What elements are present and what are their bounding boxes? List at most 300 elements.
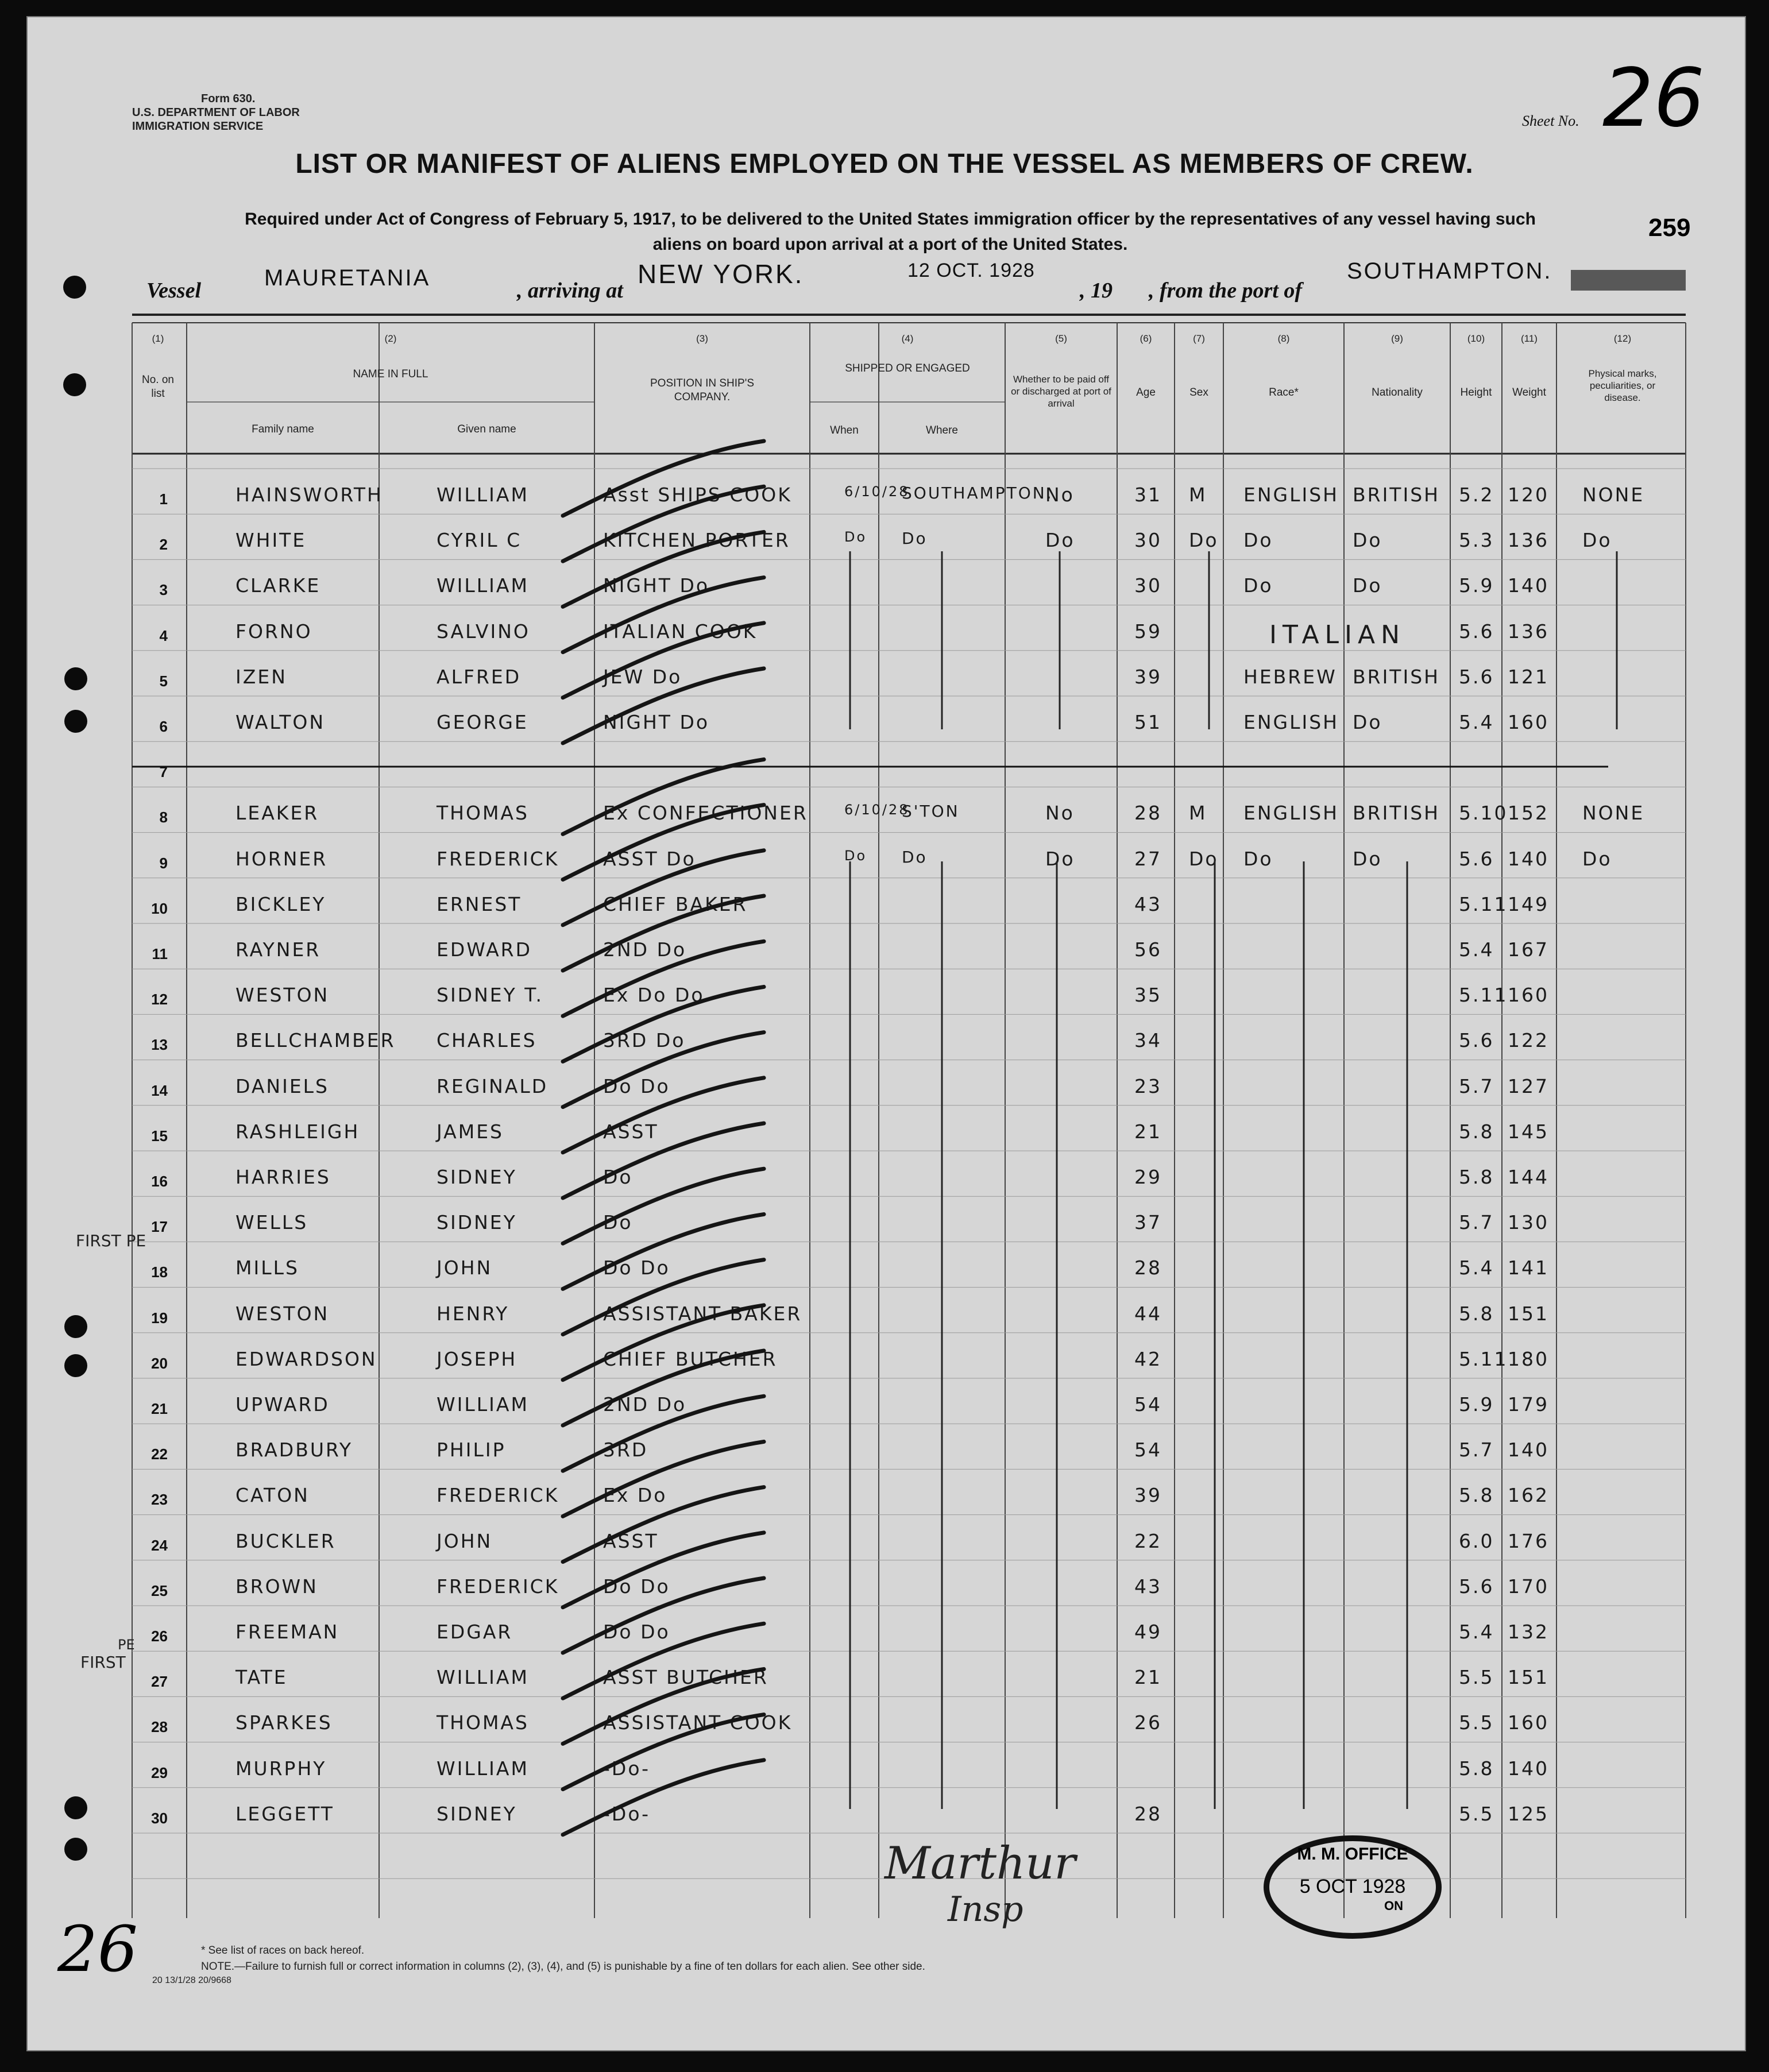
age-cell: 30 (1134, 574, 1162, 597)
strike-line (563, 532, 764, 606)
position-cell: NIGHT Do (603, 711, 710, 733)
given-name-cell: EDWARD (437, 938, 532, 961)
position-cell: NIGHT Do (603, 574, 710, 597)
strike-line (563, 1669, 764, 1744)
given-name-cell: CYRIL C (437, 529, 522, 552)
sheet-number-label: Sheet No. (1522, 113, 1579, 129)
row-number: 4 (159, 627, 168, 644)
arrival-date: 12 OCT. 1928 (907, 260, 1035, 281)
row-number: 11 (152, 945, 168, 962)
family-name-cell: BROWN (235, 1575, 318, 1598)
nationality-cell: BRITISH (1353, 484, 1440, 506)
height-cell: 5.4 (1459, 1621, 1494, 1643)
family-name-cell: HORNER (235, 847, 328, 870)
given-name-cell: CHARLES (437, 1029, 537, 1052)
height-cell: 5.7 (1459, 1074, 1494, 1097)
weight-cell: 136 (1508, 620, 1549, 643)
row-number: 2 (159, 536, 168, 554)
family-name-cell: BICKLEY (235, 892, 326, 915)
given-name-cell: GEORGE (437, 711, 528, 733)
height-cell: 5.6 (1459, 1575, 1494, 1598)
row-number: 16 (151, 1173, 168, 1190)
position-cell: ASST BUTCHER (603, 1666, 768, 1689)
height-cell: 6.0 (1459, 1529, 1494, 1552)
sex-cell: Do (1189, 847, 1219, 870)
col-header-name: NAME IN FULL (353, 368, 428, 380)
col-num-6: (6) (1140, 333, 1152, 344)
weight-cell: 162 (1508, 1484, 1549, 1507)
col-header-weight: Weight (1512, 386, 1546, 399)
family-name-cell: DANIELS (235, 1074, 330, 1097)
age-cell: 43 (1134, 892, 1162, 915)
strike-line (563, 1305, 764, 1380)
family-name-cell: CLARKE (235, 574, 321, 597)
col-header-where: Where (926, 424, 958, 436)
strike-line (563, 441, 764, 516)
stamp-office-text: M. M. OFFICE (1297, 1845, 1408, 1864)
page-number-handwritten: 26 (57, 1912, 138, 1986)
weight-cell: 136 (1508, 529, 1549, 552)
family-name-cell: RASHLEIGH (235, 1120, 360, 1143)
given-name-cell: PHILIP (437, 1439, 506, 1462)
row-number: 3 (159, 581, 168, 599)
row-number: 12 (151, 991, 168, 1008)
position-cell: Do Do (603, 1575, 670, 1598)
weight-cell: 160 (1508, 1711, 1549, 1734)
weight-cell: 144 (1508, 1166, 1549, 1188)
position-cell: -Do- (603, 1757, 651, 1780)
family-name-cell: EDWARDSON (235, 1347, 377, 1370)
weight-cell: 167 (1508, 938, 1549, 961)
form-number: Form 630. (201, 92, 256, 105)
given-name-cell: WILLIAM (437, 574, 529, 597)
arriving-port: NEW YORK. (638, 259, 804, 289)
position-cell: KITCHEN PORTER (603, 529, 790, 552)
vessel-label: Vessel (146, 279, 201, 303)
strike-line (563, 896, 764, 971)
shipped-where-cell: S'TON (902, 802, 960, 821)
family-name-cell: BRADBURY (235, 1439, 353, 1462)
col-header-given-name: Given name (457, 423, 516, 435)
nationality-cell: BRITISH (1353, 802, 1440, 825)
given-name-cell: EDGAR (437, 1621, 513, 1643)
age-cell: 49 (1134, 1621, 1162, 1643)
print-code: 20 13/1/28 20/9668 (152, 1976, 231, 1985)
age-cell: 37 (1134, 1211, 1162, 1234)
weight-cell: 160 (1508, 984, 1549, 1007)
position-cell: Ex Do Do (603, 984, 705, 1007)
position-cell: Do Do (603, 1621, 670, 1643)
col-num-12: (12) (1613, 333, 1632, 344)
col-num-1: (1) (152, 333, 164, 344)
race-cell: ENGLISH (1243, 711, 1339, 733)
sex-cell: Do (1189, 529, 1219, 552)
paid-off-cell: Do (1045, 529, 1075, 552)
paid-off-cell: No (1045, 802, 1075, 825)
shipped-where-cell: Do (902, 529, 928, 548)
given-name-cell: SIDNEY (437, 1166, 517, 1188)
race-cell: ENGLISH (1243, 802, 1339, 825)
age-cell: 23 (1134, 1074, 1162, 1097)
row-number: 22 (151, 1445, 168, 1463)
row-number: 10 (151, 899, 168, 917)
page-title: LIST OR MANIFEST OF ALIENS EMPLOYED ON THE VESSEL AS MEMBERS OF CREW. (295, 149, 1474, 179)
height-cell: 5.8 (1459, 1757, 1494, 1780)
col-header-physical-marks: Physical marks, peculiarities, or disease. (1588, 368, 1657, 403)
strike-line (563, 665, 764, 743)
race-cell: ENGLISH (1243, 484, 1339, 506)
margin-note-pe: PE (118, 1637, 135, 1653)
age-cell: 59 (1134, 620, 1162, 643)
height-cell: 5.4 (1459, 938, 1494, 961)
age-cell: 42 (1134, 1347, 1162, 1370)
service-name: IMMIGRATION SERVICE (132, 120, 264, 133)
col-num-11: (11) (1521, 333, 1538, 344)
given-name-cell: THOMAS (437, 802, 529, 825)
nationality-cell: Do (1353, 847, 1382, 870)
from-port-label: , from the port of (1149, 279, 1303, 303)
position-cell: Asst SHIPS COOK (603, 484, 792, 506)
given-name-cell: FREDERICK (437, 847, 559, 870)
family-name-cell: LEGGETT (235, 1802, 334, 1825)
col-header-paid-off: Whether to be paid off or discharged at port of arrival (1011, 374, 1111, 409)
given-name-cell: JOSEPH (437, 1347, 517, 1370)
height-cell: 5.11 (1459, 984, 1508, 1007)
family-name-cell: WHITE (235, 529, 307, 552)
age-cell: 22 (1134, 1529, 1162, 1552)
family-name-cell: CATON (235, 1484, 310, 1507)
col-header-age: Age (1136, 386, 1156, 399)
nationality-cell: Do (1353, 574, 1382, 597)
row-number: 15 (151, 1127, 168, 1145)
strike-line (563, 1533, 764, 1607)
shipped-when-cell: 6/10/28 (844, 484, 910, 500)
sheet-number-handwritten: 26 (1602, 52, 1705, 145)
row-number: 7 (159, 763, 168, 781)
position-cell: JEW Do (603, 665, 682, 688)
row-number: 17 (151, 1218, 168, 1236)
position-cell: 3RD (603, 1439, 648, 1462)
row-number: 14 (151, 1081, 168, 1099)
stamp-date: 5 OCT 1928 (1299, 1876, 1406, 1897)
shipped-when-cell: 6/10/28 (844, 802, 910, 818)
height-cell: 5.2 (1459, 484, 1494, 506)
strike-line (563, 1260, 764, 1335)
weight-cell: 179 (1508, 1393, 1549, 1416)
col-header-height: Height (1460, 386, 1492, 399)
row-number: 27 (151, 1673, 168, 1691)
col-header-no-on-list: No. on list (142, 374, 174, 400)
col-header-family-name: Family name (252, 423, 314, 435)
strike-line (563, 486, 764, 561)
height-cell: 5.6 (1459, 847, 1494, 870)
weight-cell: 121 (1508, 665, 1549, 688)
strike-line (563, 941, 764, 1016)
family-name-cell: HARRIES (235, 1166, 331, 1188)
position-cell: CHIEF BAKER (603, 892, 748, 915)
margin-note-first-pe: FIRST PE (76, 1231, 146, 1250)
height-cell: 5.5 (1459, 1802, 1494, 1825)
vessel-name: MAURETANIA (264, 265, 431, 291)
position-cell: Do Do (603, 1257, 670, 1279)
row-number: 5 (159, 672, 168, 690)
strike-line (563, 1214, 764, 1289)
row-number: 28 (151, 1718, 168, 1736)
strike-line (563, 987, 764, 1061)
weight-cell: 140 (1508, 1757, 1549, 1780)
height-cell: 5.4 (1459, 711, 1494, 733)
row-number: 24 (151, 1536, 168, 1554)
family-name-cell: WELLS (235, 1211, 308, 1234)
nationality-cell: Do (1353, 529, 1382, 552)
position-cell: ITALIAN COOK (603, 620, 758, 643)
age-cell: 56 (1134, 938, 1162, 961)
col-num-5: (5) (1055, 333, 1067, 344)
weight-cell: 145 (1508, 1120, 1549, 1143)
family-name-cell: WALTON (235, 711, 326, 733)
position-cell: 3RD Do (603, 1029, 686, 1052)
strike-line (563, 1033, 764, 1107)
strike-line (563, 1351, 764, 1425)
race-cell: HEBREW (1243, 665, 1337, 688)
shipped-where-cell: SOUTHAMPTON. (902, 484, 1053, 502)
height-cell: 5.6 (1459, 620, 1494, 643)
given-name-cell: SIDNEY T. (437, 984, 544, 1007)
family-name-cell: IZEN (235, 665, 287, 688)
family-name-cell: MILLS (235, 1257, 299, 1279)
weight-cell: 151 (1508, 1302, 1549, 1325)
strike-line (563, 1760, 764, 1835)
age-cell: 54 (1134, 1439, 1162, 1462)
subtitle-line-2: aliens on board upon arrival at a port of the United States. (652, 235, 1128, 254)
weight-cell: 151 (1508, 1666, 1549, 1689)
age-cell: 26 (1134, 1711, 1162, 1734)
age-cell: 28 (1134, 1257, 1162, 1279)
age-cell: 31 (1134, 484, 1162, 506)
row-number: 9 (159, 854, 168, 872)
weight-cell: 141 (1508, 1257, 1549, 1279)
family-name-cell: BUCKLER (235, 1529, 336, 1552)
position-cell: ASSISTANT BAKER (603, 1302, 802, 1325)
row-number: 21 (151, 1400, 168, 1417)
row-number: 26 (151, 1628, 168, 1645)
col-header-nationality: Nationality (1372, 386, 1423, 399)
row-number: 29 (151, 1764, 168, 1781)
race-cell: Do (1243, 574, 1273, 597)
row-number: 20 (151, 1354, 168, 1372)
family-name-cell: FORNO (235, 620, 312, 643)
given-name-cell: SALVINO (437, 620, 530, 643)
position-cell: -Do- (603, 1802, 651, 1825)
margin-note-first: FIRST (80, 1653, 126, 1672)
height-cell: 5.8 (1459, 1302, 1494, 1325)
row-number: 6 (159, 718, 168, 735)
given-name-cell: REGINALD (437, 1074, 549, 1097)
penalty-note: NOTE.—Failure to furnish full or correct information in columns (2), (3), (4), and (5) is punishable by a fine of ten dollars for each alien. See other side. (201, 1961, 925, 1973)
height-cell: 5.10 (1459, 802, 1508, 825)
year-label: , 19 (1080, 279, 1113, 303)
col-header-when: When (830, 424, 859, 436)
col-num-2: (2) (384, 333, 397, 344)
given-name-cell: SIDNEY (437, 1802, 517, 1825)
shipped-when-cell: Do (844, 847, 867, 864)
given-name-cell: FREDERICK (437, 1484, 559, 1507)
subtitle-line-1: Required under Act of Congress of February 5, 1917, to be delivered to the United States immigration officer by the representatives of any vessel having such (245, 210, 1536, 229)
col-header-shipped: SHIPPED OR ENGAGED (845, 362, 970, 374)
position-cell: Do (603, 1166, 633, 1188)
weight-cell: 152 (1508, 802, 1549, 825)
row-number: 8 (159, 809, 168, 826)
paid-off-cell: No (1045, 484, 1075, 506)
given-name-cell: WILLIAM (437, 1666, 529, 1689)
age-cell: 51 (1134, 711, 1162, 733)
age-cell: 34 (1134, 1029, 1162, 1052)
family-name-cell: TATE (235, 1666, 288, 1689)
from-port: SOUTHAMPTON. (1347, 258, 1552, 284)
weight-cell: 176 (1508, 1529, 1549, 1552)
col-header-race: Race* (1269, 386, 1299, 399)
height-cell: 5.3 (1459, 529, 1494, 552)
race-cell: Do (1243, 847, 1273, 870)
height-cell: 5.11 (1459, 892, 1508, 915)
inspector-title: Insp (948, 1889, 1023, 1930)
row-number: 13 (151, 1036, 168, 1054)
age-cell: 28 (1134, 802, 1162, 825)
weight-cell: 127 (1508, 1074, 1549, 1097)
position-cell: ASST Do (603, 847, 696, 870)
weight-cell: 130 (1508, 1211, 1549, 1234)
row-number: 18 (151, 1263, 168, 1281)
position-cell: ASST (603, 1529, 659, 1552)
given-name-cell: JOHN (437, 1257, 493, 1279)
position-cell: 2ND Do (603, 1393, 687, 1416)
stamp-bottom-text: ON (1384, 1899, 1403, 1913)
position-cell: Ex Do (603, 1484, 667, 1507)
nationality-cell: Do (1353, 711, 1382, 733)
given-name-cell: HENRY (437, 1302, 509, 1325)
given-name-cell: JAMES (437, 1120, 504, 1143)
shipped-where-cell: Do (902, 847, 928, 867)
physical-marks-cell: Do (1582, 529, 1612, 552)
position-cell: ASST (603, 1120, 659, 1143)
age-cell: 29 (1134, 1166, 1162, 1188)
position-cell: Do Do (603, 1074, 670, 1097)
race-cell: Do (1243, 529, 1273, 552)
given-name-cell: SIDNEY (437, 1211, 517, 1234)
shipped-when-cell: Do (844, 529, 867, 546)
weight-cell: 140 (1508, 1439, 1549, 1462)
strike-line (563, 805, 764, 880)
col-header-sex: Sex (1189, 386, 1208, 399)
given-name-cell: FREDERICK (437, 1575, 559, 1598)
col-num-3: (3) (696, 333, 708, 344)
position-cell: Do (603, 1211, 633, 1234)
given-name-cell: WILLIAM (437, 1393, 529, 1416)
strike-line (563, 1487, 764, 1562)
height-cell: 5.4 (1459, 1257, 1494, 1279)
family-name-cell: RAYNER (235, 938, 321, 961)
strike-line (563, 1123, 764, 1198)
position-cell: Ex CONFECTIONER (603, 802, 808, 825)
row-number: 23 (151, 1491, 168, 1509)
stamp-number: 259 (1648, 214, 1691, 242)
weight-cell: 170 (1508, 1575, 1549, 1598)
row-number: 19 (151, 1309, 168, 1327)
nationality-cell: BRITISH (1353, 665, 1440, 688)
position-cell: 2ND Do (603, 938, 687, 961)
given-name-cell: ALFRED (437, 665, 522, 688)
physical-marks-cell: NONE (1582, 802, 1645, 825)
weight-cell: 160 (1508, 711, 1549, 733)
age-cell: 21 (1134, 1666, 1162, 1689)
height-cell: 5.5 (1459, 1666, 1494, 1689)
department-name: U.S. DEPARTMENT OF LABOR (132, 106, 300, 119)
paid-off-cell: Do (1045, 847, 1075, 870)
position-cell: ASSISTANT COOK (603, 1711, 793, 1734)
family-name-cell: HAINSWORTH (235, 484, 383, 506)
inspector-signature: Marthur (885, 1838, 1076, 1889)
strike-line (563, 1715, 764, 1789)
strike-line (563, 578, 764, 652)
row-number: 1 (159, 490, 168, 508)
height-cell: 5.6 (1459, 1029, 1494, 1052)
sex-cell: M (1189, 484, 1207, 506)
family-name-cell: MURPHY (235, 1757, 327, 1780)
strike-line (563, 851, 764, 925)
weight-cell: 140 (1508, 574, 1549, 597)
height-cell: 5.6 (1459, 665, 1494, 688)
strike-line (563, 623, 764, 698)
weight-cell: 132 (1508, 1621, 1549, 1643)
height-cell: 5.7 (1459, 1439, 1494, 1462)
strike-line (563, 759, 764, 834)
strike-line (563, 1578, 764, 1653)
col-num-4: (4) (901, 333, 914, 344)
physical-marks-cell: Do (1582, 847, 1612, 870)
family-name-cell: LEAKER (235, 802, 319, 825)
age-cell: 27 (1134, 847, 1162, 870)
weight-cell: 140 (1508, 847, 1549, 870)
height-cell: 5.8 (1459, 1166, 1494, 1188)
strike-line (563, 1623, 764, 1698)
weight-cell: 120 (1508, 484, 1549, 506)
given-name-cell: WILLIAM (437, 1757, 529, 1780)
age-cell: 39 (1134, 665, 1162, 688)
family-name-cell: WESTON (235, 984, 330, 1007)
age-cell: 54 (1134, 1393, 1162, 1416)
height-cell: 5.9 (1459, 574, 1494, 597)
col-num-7: (7) (1193, 333, 1205, 344)
weight-cell: 180 (1508, 1347, 1549, 1370)
given-name-cell: ERNEST (437, 892, 522, 915)
height-cell: 5.5 (1459, 1711, 1494, 1734)
physical-marks-cell: NONE (1582, 484, 1645, 506)
strike-line (563, 1396, 764, 1471)
height-cell: 5.8 (1459, 1120, 1494, 1143)
height-cell: 5.11 (1459, 1347, 1508, 1370)
given-name-cell: THOMAS (437, 1711, 529, 1734)
col-header-position: POSITION IN SHIP'S COMPANY. (650, 377, 754, 403)
weight-cell: 149 (1508, 892, 1549, 915)
age-cell: 43 (1134, 1575, 1162, 1598)
office-stamp (1264, 1835, 1442, 1939)
age-cell: 28 (1134, 1802, 1162, 1825)
family-name-cell: SPARKES (235, 1711, 333, 1734)
age-cell: 44 (1134, 1302, 1162, 1325)
row-number: 30 (151, 1809, 168, 1827)
age-cell: 21 (1134, 1120, 1162, 1143)
height-cell: 5.9 (1459, 1393, 1494, 1416)
